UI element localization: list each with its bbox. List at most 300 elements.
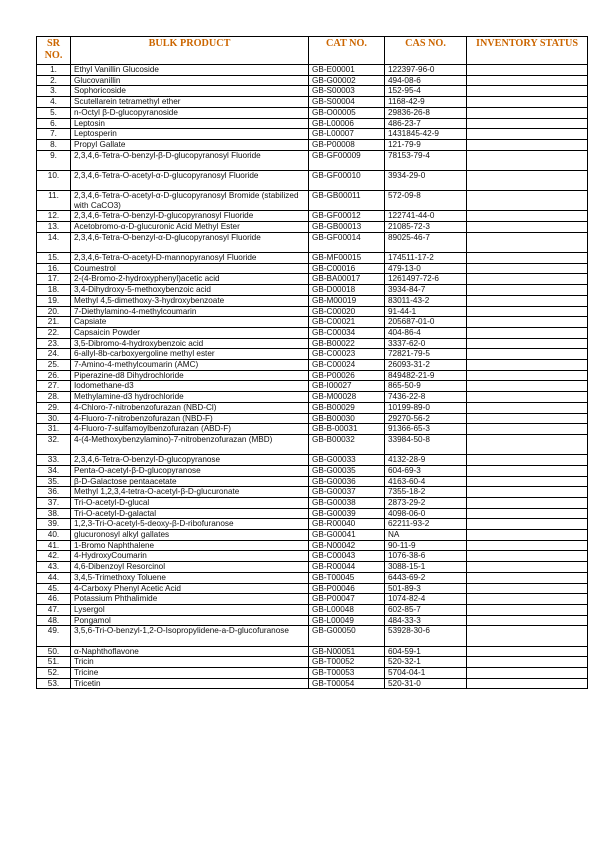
inventory-status-cell bbox=[467, 392, 588, 403]
sr-no-cell: 22. bbox=[37, 327, 71, 338]
table-row bbox=[37, 646, 588, 657]
product-name-cell: 4-HydroxyCoumarin bbox=[71, 551, 309, 562]
table-body bbox=[37, 65, 588, 689]
table-row bbox=[37, 487, 588, 498]
sr-no-cell: 50. bbox=[37, 646, 71, 657]
cat-no-cell: GB-C00024 bbox=[309, 360, 385, 371]
product-name-cell: n-Octyl β-D-glucopyranoside bbox=[71, 107, 309, 118]
inventory-status-cell bbox=[467, 646, 588, 657]
sr-no-cell: 18. bbox=[37, 285, 71, 296]
table-row bbox=[37, 678, 588, 689]
inventory-status-cell bbox=[467, 295, 588, 306]
sr-no-cell: 35. bbox=[37, 476, 71, 487]
inventory-status-cell bbox=[467, 86, 588, 97]
table-row bbox=[37, 86, 588, 97]
sr-no-cell: 10. bbox=[37, 170, 71, 190]
cat-no-cell: GB-G00039 bbox=[309, 508, 385, 519]
product-name-cell: 4-Carboxy Phenyl Acetic Acid bbox=[71, 583, 309, 594]
inventory-status-cell bbox=[467, 667, 588, 678]
product-name-cell: Ethyl Vanillin Glucoside bbox=[71, 65, 309, 76]
cas-no-cell: 3934-84-7 bbox=[385, 285, 467, 296]
product-name-cell: Leptosperin bbox=[71, 129, 309, 140]
cas-no-cell: 1076-38-6 bbox=[385, 551, 467, 562]
cas-no-cell: 121-79-9 bbox=[385, 139, 467, 150]
product-name-cell: 1,2,3-Tri-O-acetyl-5-deoxy-β-D-ribofuranose bbox=[71, 519, 309, 530]
sr-no-cell: 29. bbox=[37, 402, 71, 413]
header-cas-no: CAS NO. bbox=[385, 37, 467, 65]
inventory-status-cell bbox=[467, 583, 588, 594]
sr-no-cell: 26. bbox=[37, 370, 71, 381]
cat-no-cell: GB-L00006 bbox=[309, 118, 385, 129]
sr-no-cell: 42. bbox=[37, 551, 71, 562]
product-name-cell: 1-Bromo Naphthalene bbox=[71, 540, 309, 551]
header-bulk-product: BULK PRODUCT bbox=[71, 37, 309, 65]
table-row bbox=[37, 317, 588, 328]
product-name-cell: Penta-O-acetyl-β-D-glucopyranose bbox=[71, 465, 309, 476]
table-row bbox=[37, 455, 588, 466]
sr-no-cell: 19. bbox=[37, 295, 71, 306]
table-row bbox=[37, 327, 588, 338]
inventory-status-cell bbox=[467, 222, 588, 233]
table-row bbox=[37, 274, 588, 285]
sr-no-cell: 33. bbox=[37, 455, 71, 466]
product-name-cell: Lysergol bbox=[71, 604, 309, 615]
sr-no-cell: 47. bbox=[37, 604, 71, 615]
sr-no-cell: 53. bbox=[37, 678, 71, 689]
inventory-status-cell bbox=[467, 497, 588, 508]
inventory-status-cell bbox=[467, 476, 588, 487]
product-name-cell: Acetobromo-α-D-glucuronic Acid Methyl Ester bbox=[71, 222, 309, 233]
cat-no-cell: GB-G00037 bbox=[309, 487, 385, 498]
table-row bbox=[37, 540, 588, 551]
cat-no-cell: GB-B-00031 bbox=[309, 424, 385, 435]
cat-no-cell: GB-G00038 bbox=[309, 497, 385, 508]
sr-no-cell: 20. bbox=[37, 306, 71, 317]
sr-no-cell: 31. bbox=[37, 424, 71, 435]
inventory-status-cell bbox=[467, 615, 588, 626]
product-name-cell: Glucovanillin bbox=[71, 75, 309, 86]
cat-no-cell: GB-L00049 bbox=[309, 615, 385, 626]
cat-no-cell: GB-T00054 bbox=[309, 678, 385, 689]
sr-no-cell: 8. bbox=[37, 139, 71, 150]
header-cat-no: CAT NO. bbox=[309, 37, 385, 65]
table-row bbox=[37, 497, 588, 508]
table-row bbox=[37, 413, 588, 424]
product-name-cell: Methylamine-d3 hydrochloride bbox=[71, 392, 309, 403]
cat-no-cell: GB-N00051 bbox=[309, 646, 385, 657]
product-name-cell: 6-allyl-8b-carboxyergoline methyl ester bbox=[71, 349, 309, 360]
cas-no-cell: 10199-89-0 bbox=[385, 402, 467, 413]
cat-no-cell: GB-M00019 bbox=[309, 295, 385, 306]
product-name-cell: Tricetin bbox=[71, 678, 309, 689]
sr-no-cell: 14. bbox=[37, 232, 71, 252]
product-name-cell: 3,4,5-Trimethoxy Toluene bbox=[71, 572, 309, 583]
sr-no-cell: 3. bbox=[37, 86, 71, 97]
product-name-cell: 3,4-Dihydroxy-5-methoxybenzoic acid bbox=[71, 285, 309, 296]
inventory-status-cell bbox=[467, 211, 588, 222]
table-row bbox=[37, 107, 588, 118]
table-row bbox=[37, 594, 588, 605]
cat-no-cell: GB-C00023 bbox=[309, 349, 385, 360]
cas-no-cell: 83011-43-2 bbox=[385, 295, 467, 306]
cas-no-cell: 3088-15-1 bbox=[385, 562, 467, 573]
cat-no-cell: GB-E00001 bbox=[309, 65, 385, 76]
table-row bbox=[37, 306, 588, 317]
cas-no-cell: 7355-18-2 bbox=[385, 487, 467, 498]
cat-no-cell: GB-C00043 bbox=[309, 551, 385, 562]
table-row bbox=[37, 572, 588, 583]
cas-no-cell: 29270-56-2 bbox=[385, 413, 467, 424]
product-name-cell: 4-Chloro-7-nitrobenzofurazan (NBD-Cl) bbox=[71, 402, 309, 413]
table-row bbox=[37, 434, 588, 454]
sr-no-cell: 23. bbox=[37, 338, 71, 349]
inventory-status-cell bbox=[467, 604, 588, 615]
table-row bbox=[37, 295, 588, 306]
inventory-status-cell bbox=[467, 424, 588, 435]
table-row bbox=[37, 562, 588, 573]
header-sr-no: SR NO. bbox=[37, 37, 71, 65]
cat-no-cell: GB-GB00011 bbox=[309, 191, 385, 211]
cas-no-cell: 205687-01-0 bbox=[385, 317, 467, 328]
table-row bbox=[37, 97, 588, 108]
sr-no-cell: 30. bbox=[37, 413, 71, 424]
sr-no-cell: 4. bbox=[37, 97, 71, 108]
product-name-cell: Sophoricoside bbox=[71, 86, 309, 97]
sr-no-cell: 15. bbox=[37, 253, 71, 264]
table-row bbox=[37, 667, 588, 678]
cas-no-cell: 494-08-6 bbox=[385, 75, 467, 86]
product-name-cell: Capsiate bbox=[71, 317, 309, 328]
product-name-cell: 4-Fluoro-7-sulfamoylbenzofurazan (ABD-F) bbox=[71, 424, 309, 435]
sr-no-cell: 34. bbox=[37, 465, 71, 476]
cat-no-cell: GB-T00052 bbox=[309, 657, 385, 668]
cas-no-cell: 72821-79-5 bbox=[385, 349, 467, 360]
cas-no-cell: 29836-26-8 bbox=[385, 107, 467, 118]
product-name-cell: 2,3,4,6-Tetra-O-benzyl-D-glucopyranose bbox=[71, 455, 309, 466]
cas-no-cell: 602-85-7 bbox=[385, 604, 467, 615]
sr-no-cell: 46. bbox=[37, 594, 71, 605]
cat-no-cell: GB-B00032 bbox=[309, 434, 385, 454]
table-header-row bbox=[37, 37, 588, 65]
cat-no-cell: GB-T00045 bbox=[309, 572, 385, 583]
sr-no-cell: 5. bbox=[37, 107, 71, 118]
sr-no-cell: 28. bbox=[37, 392, 71, 403]
inventory-status-cell bbox=[467, 678, 588, 689]
cat-no-cell: GB-B00022 bbox=[309, 338, 385, 349]
inventory-status-cell bbox=[467, 434, 588, 454]
sr-no-cell: 7. bbox=[37, 129, 71, 140]
product-name-cell: Potassium Phthalimide bbox=[71, 594, 309, 605]
cas-no-cell: 91-44-1 bbox=[385, 306, 467, 317]
cat-no-cell: GB-N00042 bbox=[309, 540, 385, 551]
table-row bbox=[37, 129, 588, 140]
product-name-cell: Coumestrol bbox=[71, 263, 309, 274]
cas-no-cell: 520-31-0 bbox=[385, 678, 467, 689]
table-row bbox=[37, 626, 588, 646]
table-row bbox=[37, 370, 588, 381]
sr-no-cell: 2. bbox=[37, 75, 71, 86]
cas-no-cell: 4098-06-0 bbox=[385, 508, 467, 519]
table-row bbox=[37, 285, 588, 296]
cas-no-cell: 174511-17-2 bbox=[385, 253, 467, 264]
table-row bbox=[37, 253, 588, 264]
inventory-status-cell bbox=[467, 263, 588, 274]
product-name-cell: Tri-O-acetyl-D-glucal bbox=[71, 497, 309, 508]
cas-no-cell: 1074-82-4 bbox=[385, 594, 467, 605]
inventory-status-cell bbox=[467, 306, 588, 317]
product-name-cell: 7-Amino-4-methylcoumarin (AMC) bbox=[71, 360, 309, 371]
table-row bbox=[37, 657, 588, 668]
cas-no-cell: 122397-96-0 bbox=[385, 65, 467, 76]
cat-no-cell: GB-M00028 bbox=[309, 392, 385, 403]
cat-no-cell: GB-P00046 bbox=[309, 583, 385, 594]
cas-no-cell: 484-33-3 bbox=[385, 615, 467, 626]
sr-no-cell: 51. bbox=[37, 657, 71, 668]
product-name-cell: 2,3,4,6-Tetra-O-benzyl-α-D-glucopyranosyl Fluoride bbox=[71, 232, 309, 252]
sr-no-cell: 36. bbox=[37, 487, 71, 498]
sr-no-cell: 49. bbox=[37, 626, 71, 646]
inventory-status-cell bbox=[467, 170, 588, 190]
inventory-status-cell bbox=[467, 232, 588, 252]
inventory-status-cell bbox=[467, 118, 588, 129]
inventory-status-cell bbox=[467, 150, 588, 170]
inventory-status-cell bbox=[467, 370, 588, 381]
sr-no-cell: 37. bbox=[37, 497, 71, 508]
cas-no-cell: 78153-79-4 bbox=[385, 150, 467, 170]
cat-no-cell: GB-P00026 bbox=[309, 370, 385, 381]
product-name-cell: Scutellarein tetramethyl ether bbox=[71, 97, 309, 108]
table-row bbox=[37, 349, 588, 360]
inventory-status-cell bbox=[467, 129, 588, 140]
cat-no-cell: GB-S00003 bbox=[309, 86, 385, 97]
inventory-status-cell bbox=[467, 253, 588, 264]
inventory-status-cell bbox=[467, 338, 588, 349]
cas-no-cell: 2873-29-2 bbox=[385, 497, 467, 508]
cat-no-cell: GB-L00007 bbox=[309, 129, 385, 140]
cat-no-cell: GB-G00041 bbox=[309, 530, 385, 541]
cas-no-cell: 1431845-42-9 bbox=[385, 129, 467, 140]
cas-no-cell: 3934-29-0 bbox=[385, 170, 467, 190]
cas-no-cell: 865-50-9 bbox=[385, 381, 467, 392]
cat-no-cell: GB-O00005 bbox=[309, 107, 385, 118]
table-row bbox=[37, 118, 588, 129]
cat-no-cell: GB-G00036 bbox=[309, 476, 385, 487]
cat-no-cell: GB-R00040 bbox=[309, 519, 385, 530]
table-row bbox=[37, 530, 588, 541]
product-name-cell: 2,3,4,6-Tetra-O-acetyl-α-D-glucopyranosyl Fluoride bbox=[71, 170, 309, 190]
product-name-cell: Leptosin bbox=[71, 118, 309, 129]
table-row bbox=[37, 139, 588, 150]
table-row bbox=[37, 519, 588, 530]
inventory-status-cell bbox=[467, 191, 588, 211]
cat-no-cell: GB-G00035 bbox=[309, 465, 385, 476]
cas-no-cell: 1261497-72-6 bbox=[385, 274, 467, 285]
inventory-status-cell bbox=[467, 594, 588, 605]
cat-no-cell: GB-BA00017 bbox=[309, 274, 385, 285]
cat-no-cell: GB-C00016 bbox=[309, 263, 385, 274]
product-name-cell: glucuronosyl alkyl gallates bbox=[71, 530, 309, 541]
inventory-status-cell bbox=[467, 562, 588, 573]
sr-no-cell: 27. bbox=[37, 381, 71, 392]
inventory-status-cell bbox=[467, 540, 588, 551]
inventory-status-cell bbox=[467, 465, 588, 476]
product-name-cell: Methyl 4,5-dimethoxy-3-hydroxybenzoate bbox=[71, 295, 309, 306]
sr-no-cell: 17. bbox=[37, 274, 71, 285]
inventory-status-cell bbox=[467, 519, 588, 530]
cas-no-cell: 1168-42-9 bbox=[385, 97, 467, 108]
inventory-status-cell bbox=[467, 487, 588, 498]
sr-no-cell: 52. bbox=[37, 667, 71, 678]
cas-no-cell: 89025-46-7 bbox=[385, 232, 467, 252]
cat-no-cell: GB-P00008 bbox=[309, 139, 385, 150]
inventory-status-cell bbox=[467, 327, 588, 338]
inventory-status-cell bbox=[467, 413, 588, 424]
product-name-cell: Piperazine-d8 Dihydrochloride bbox=[71, 370, 309, 381]
cas-no-cell: 520-32-1 bbox=[385, 657, 467, 668]
sr-no-cell: 44. bbox=[37, 572, 71, 583]
inventory-status-cell bbox=[467, 75, 588, 86]
inventory-status-cell bbox=[467, 317, 588, 328]
sr-no-cell: 24. bbox=[37, 349, 71, 360]
bulk-product-table bbox=[36, 36, 588, 689]
cas-no-cell: 152-95-4 bbox=[385, 86, 467, 97]
product-name-cell: 4-(4-Methoxybenzylamino)-7-nitrobenzofurazan (MBD) bbox=[71, 434, 309, 454]
product-name-cell: Pongamol bbox=[71, 615, 309, 626]
inventory-status-cell bbox=[467, 65, 588, 76]
cas-no-cell: 501-89-3 bbox=[385, 583, 467, 594]
inventory-status-cell bbox=[467, 274, 588, 285]
cas-no-cell: 6443-69-2 bbox=[385, 572, 467, 583]
sr-no-cell: 21. bbox=[37, 317, 71, 328]
table-row bbox=[37, 65, 588, 76]
product-name-cell: 2,3,4,6-Tetra-O-benzyl-D-glucopyranosyl Fluoride bbox=[71, 211, 309, 222]
inventory-status-cell bbox=[467, 349, 588, 360]
cas-no-cell: 91366-65-3 bbox=[385, 424, 467, 435]
cas-no-cell: 604-69-3 bbox=[385, 465, 467, 476]
cat-no-cell: GB-D00018 bbox=[309, 285, 385, 296]
sr-no-cell: 25. bbox=[37, 360, 71, 371]
inventory-status-cell bbox=[467, 657, 588, 668]
product-name-cell: Capsaicin Powder bbox=[71, 327, 309, 338]
cas-no-cell: 572-09-8 bbox=[385, 191, 467, 211]
table-row bbox=[37, 75, 588, 86]
table-row bbox=[37, 392, 588, 403]
product-name-cell: 3,5-Dibromo-4-hydroxybenzoic acid bbox=[71, 338, 309, 349]
sr-no-cell: 48. bbox=[37, 615, 71, 626]
table-row bbox=[37, 583, 588, 594]
sr-no-cell: 41. bbox=[37, 540, 71, 551]
product-name-cell: Iodomethane-d3 bbox=[71, 381, 309, 392]
cat-no-cell: GB-P00047 bbox=[309, 594, 385, 605]
table-row bbox=[37, 551, 588, 562]
product-name-cell: 4-Fluoro-7-nitrobenzofurazan (NBD-F) bbox=[71, 413, 309, 424]
cat-no-cell: GB-I00027 bbox=[309, 381, 385, 392]
table-row bbox=[37, 360, 588, 371]
table-row bbox=[37, 615, 588, 626]
inventory-status-cell bbox=[467, 139, 588, 150]
table-row bbox=[37, 476, 588, 487]
product-name-cell: α-Naphthoflavone bbox=[71, 646, 309, 657]
table-row bbox=[37, 222, 588, 233]
table-row bbox=[37, 211, 588, 222]
cat-no-cell: GB-R00044 bbox=[309, 562, 385, 573]
product-name-cell: Tricin bbox=[71, 657, 309, 668]
cat-no-cell: GB-C00034 bbox=[309, 327, 385, 338]
table-row bbox=[37, 465, 588, 476]
inventory-status-cell bbox=[467, 107, 588, 118]
sr-no-cell: 43. bbox=[37, 562, 71, 573]
cas-no-cell: 21085-72-3 bbox=[385, 222, 467, 233]
inventory-sheet bbox=[36, 36, 587, 689]
sr-no-cell: 38. bbox=[37, 508, 71, 519]
table-row bbox=[37, 381, 588, 392]
table-row bbox=[37, 150, 588, 170]
cas-no-cell: 849482-21-9 bbox=[385, 370, 467, 381]
sr-no-cell: 13. bbox=[37, 222, 71, 233]
cas-no-cell: 4163-60-4 bbox=[385, 476, 467, 487]
table-row bbox=[37, 604, 588, 615]
cat-no-cell: GB-G00033 bbox=[309, 455, 385, 466]
inventory-status-cell bbox=[467, 455, 588, 466]
product-name-cell: 2-(4-Bromo-2-hydroxyphenyl)acetic acid bbox=[71, 274, 309, 285]
cat-no-cell: GB-GB00013 bbox=[309, 222, 385, 233]
table-row bbox=[37, 424, 588, 435]
cat-no-cell: GB-L00048 bbox=[309, 604, 385, 615]
product-name-cell: β-D-Galactose pentaacetate bbox=[71, 476, 309, 487]
product-name-cell: Tri-O-acetyl-D-galactal bbox=[71, 508, 309, 519]
table-row bbox=[37, 402, 588, 413]
inventory-status-cell bbox=[467, 360, 588, 371]
cas-no-cell: 62211-93-2 bbox=[385, 519, 467, 530]
cat-no-cell: GB-B00029 bbox=[309, 402, 385, 413]
inventory-status-cell bbox=[467, 381, 588, 392]
inventory-status-cell bbox=[467, 572, 588, 583]
sr-no-cell: 6. bbox=[37, 118, 71, 129]
sr-no-cell: 39. bbox=[37, 519, 71, 530]
sr-no-cell: 45. bbox=[37, 583, 71, 594]
cas-no-cell: 90-11-9 bbox=[385, 540, 467, 551]
product-name-cell: Methyl 1,2,3,4-tetra-O-acetyl-β-D-glucuronate bbox=[71, 487, 309, 498]
cas-no-cell: 404-86-4 bbox=[385, 327, 467, 338]
inventory-status-cell bbox=[467, 97, 588, 108]
cas-no-cell: 53928-30-6 bbox=[385, 626, 467, 646]
product-name-cell: Propyl Gallate bbox=[71, 139, 309, 150]
cas-no-cell: 479-13-0 bbox=[385, 263, 467, 274]
cas-no-cell: 122741-44-0 bbox=[385, 211, 467, 222]
product-name-cell: 4,6-Dibenzoyl Resorcinol bbox=[71, 562, 309, 573]
inventory-status-cell bbox=[467, 285, 588, 296]
inventory-status-cell bbox=[467, 626, 588, 646]
header-inventory-status: INVENTORY STATUS bbox=[467, 37, 588, 65]
cat-no-cell: GB-C00021 bbox=[309, 317, 385, 328]
cat-no-cell: GB-B00030 bbox=[309, 413, 385, 424]
product-name-cell: 2,3,4,6-Tetra-O-acetyl-α-D-glucopyranosyl Bromide (stabilized with CaCO3) bbox=[71, 191, 309, 211]
cat-no-cell: GB-C00020 bbox=[309, 306, 385, 317]
cas-no-cell: 7436-22-8 bbox=[385, 392, 467, 403]
table-row bbox=[37, 338, 588, 349]
sr-no-cell: 40. bbox=[37, 530, 71, 541]
cas-no-cell: 5704-04-1 bbox=[385, 667, 467, 678]
cat-no-cell: GB-GF00014 bbox=[309, 232, 385, 252]
sr-no-cell: 1. bbox=[37, 65, 71, 76]
cat-no-cell: GB-S00004 bbox=[309, 97, 385, 108]
table-row bbox=[37, 232, 588, 252]
cat-no-cell: GB-T00053 bbox=[309, 667, 385, 678]
cas-no-cell: 3337-62-0 bbox=[385, 338, 467, 349]
table-row bbox=[37, 170, 588, 190]
cat-no-cell: GB-G00002 bbox=[309, 75, 385, 86]
product-name-cell: 2,3,4,6-Tetra-O-acetyl-D-mannopyranosyl Fluoride bbox=[71, 253, 309, 264]
